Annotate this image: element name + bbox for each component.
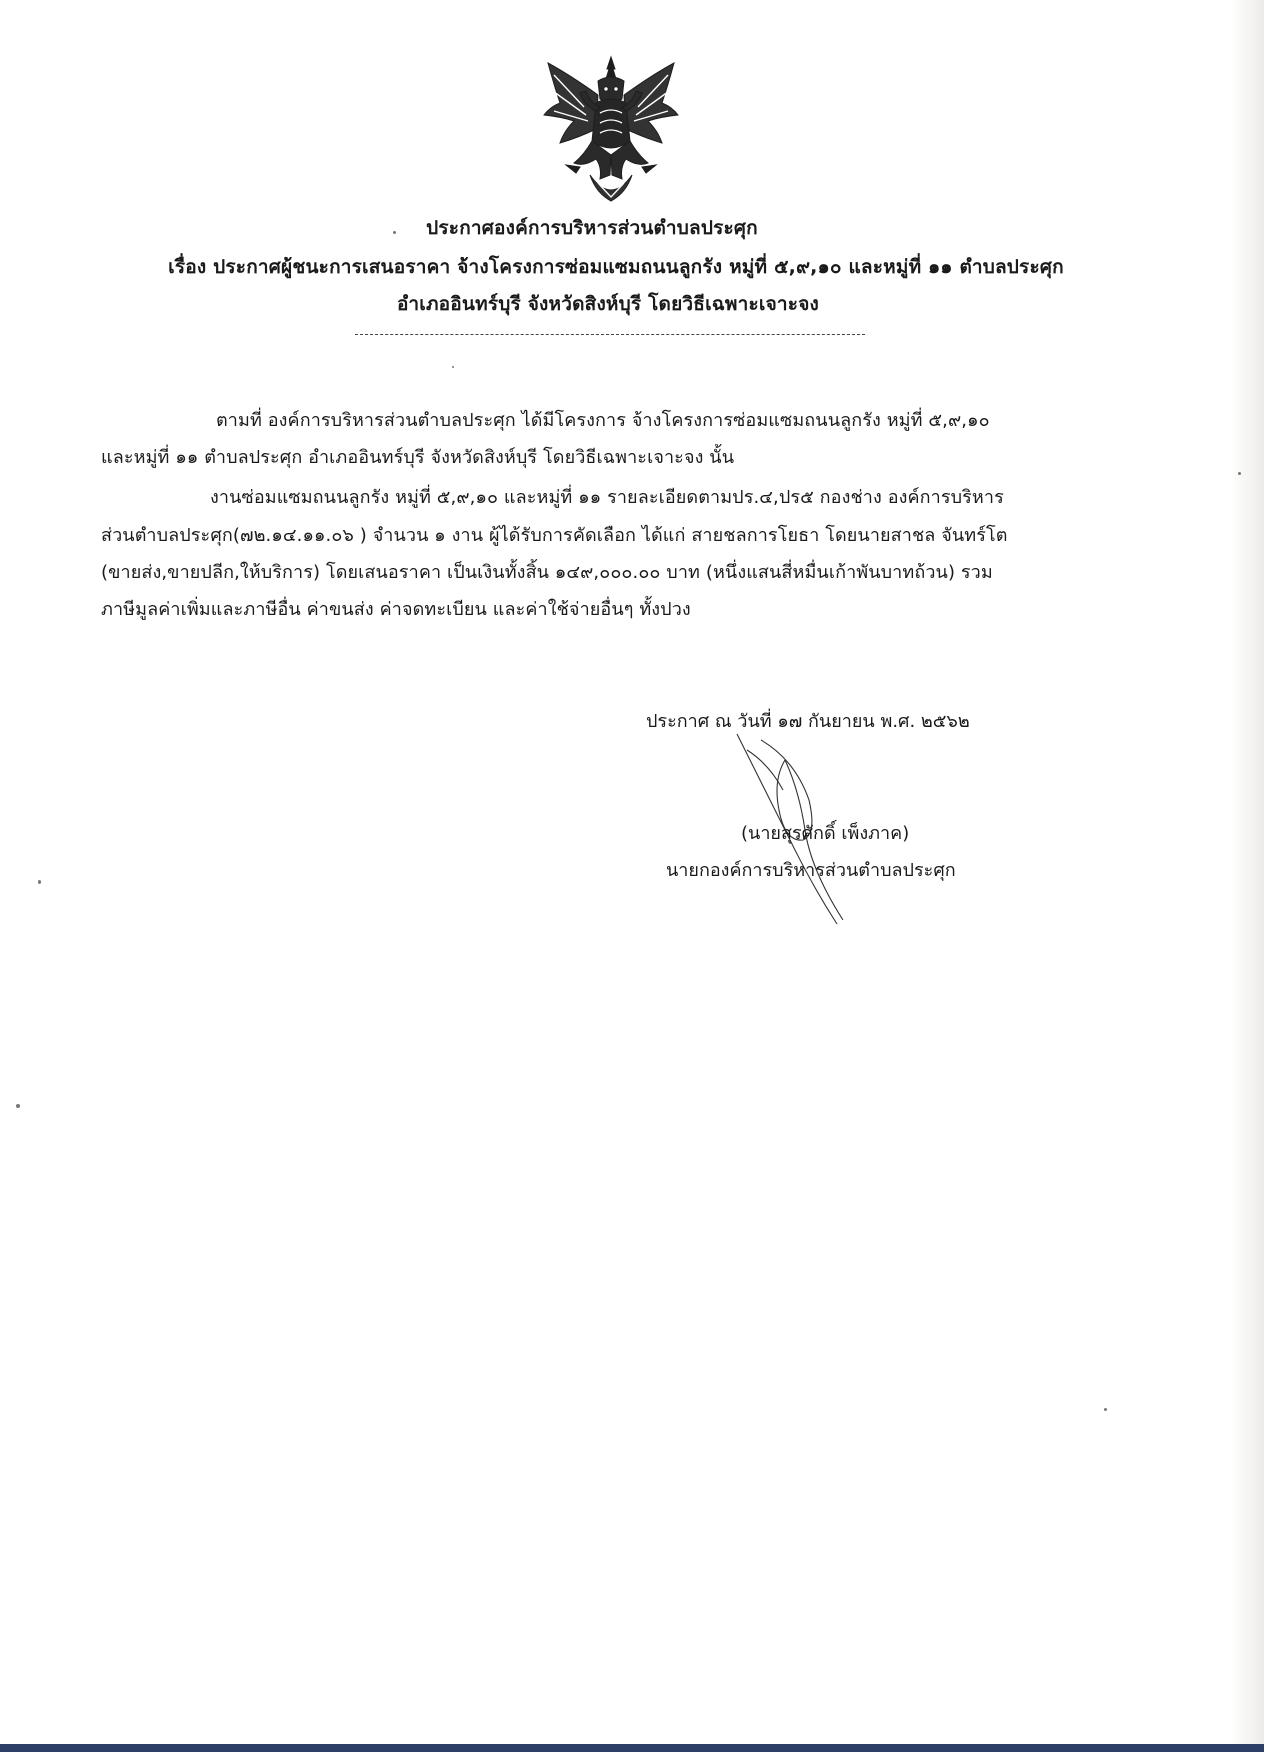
scan-speck bbox=[393, 231, 396, 234]
paragraph-2-line-1: งานซ่อมแซมถนนลูกรัง หมู่ที่ ๕,๙,๑๐ และหมู่ที่ ๑๑ รายละเอียดตามปร.๔,ปร๕ กองช่าง องค์การบริหาร bbox=[210, 487, 1004, 508]
scan-bottom-edge bbox=[0, 1744, 1264, 1752]
paragraph-2-line-2: ส่วนตำบลประศุก(๗๒.๑๔.๑๑.๐๖ ) จำนวน ๑ งาน ผู้ได้รับการคัดเลือก ได้แก่ สายชลการโยธา โดยนายสาชล จันทร์โต bbox=[101, 525, 1008, 546]
paragraph-2-line-3: (ขายส่ง,ขายปลีก,ให้บริการ) โดยเสนอราคา เป็นเงินทั้งสิ้น ๑๔๙,๐๐๐.๐๐ บาท (หนึ่งแสนสี่หมื่นเก้าพันบาทถ้วน) รวม bbox=[101, 562, 993, 583]
paragraph-1-line-1: ตามที่ องค์การบริหารส่วนตำบลประศุก ได้มีโครงการ จ้างโครงการซ่อมแซมถนนลูกรัง หมู่ที่ ๕,๙,๑๐ bbox=[216, 410, 990, 431]
scan-speck bbox=[1238, 472, 1241, 475]
paragraph-2-line-4: ภาษีมูลค่าเพิ่มและภาษีอื่น ค่าขนส่ง ค่าจดทะเบียน และค่าใช้จ่ายอื่นๆ ทั้งปวง bbox=[101, 599, 691, 620]
signer-position: นายกองค์การบริหารส่วนตำบลประศุก bbox=[666, 860, 956, 881]
signer-name: (นายสุรศักดิ์ เพ็งภาค) bbox=[741, 823, 910, 844]
scan-speck bbox=[1104, 1408, 1107, 1411]
title-separator bbox=[355, 334, 865, 335]
scan-speck bbox=[452, 366, 454, 368]
announcement-subject-line-1: เรื่อง ประกาศผู้ชนะการเสนอราคา จ้างโครงการซ่อมแซมถนนลูกรัง หมู่ที่ ๕,๙,๑๐ และหมู่ที่ ๑๑ ตำบลประศุก bbox=[168, 256, 1064, 278]
announcement-title: ประกาศองค์การบริหารส่วนตำบลประศุก bbox=[426, 217, 758, 239]
paragraph-1-line-2: และหมู่ที่ ๑๑ ตำบลประศุก อำเภออินทร์บุรี จังหวัดสิงห์บุรี โดยวิธีเฉพาะเจาะจง นั้น bbox=[101, 447, 735, 468]
garuda-emblem-icon bbox=[540, 55, 682, 207]
announcement-subject-line-2: อำเภออินทร์บุรี จังหวัดสิงห์บุรี โดยวิธีเฉพาะเจาะจง bbox=[396, 293, 820, 315]
scan-speck bbox=[38, 880, 41, 884]
announcement-date: ประกาศ ณ วันที่ ๑๗ กันยายน พ.ศ. ๒๕๖๒ bbox=[646, 711, 970, 732]
scan-speck bbox=[16, 1104, 20, 1108]
